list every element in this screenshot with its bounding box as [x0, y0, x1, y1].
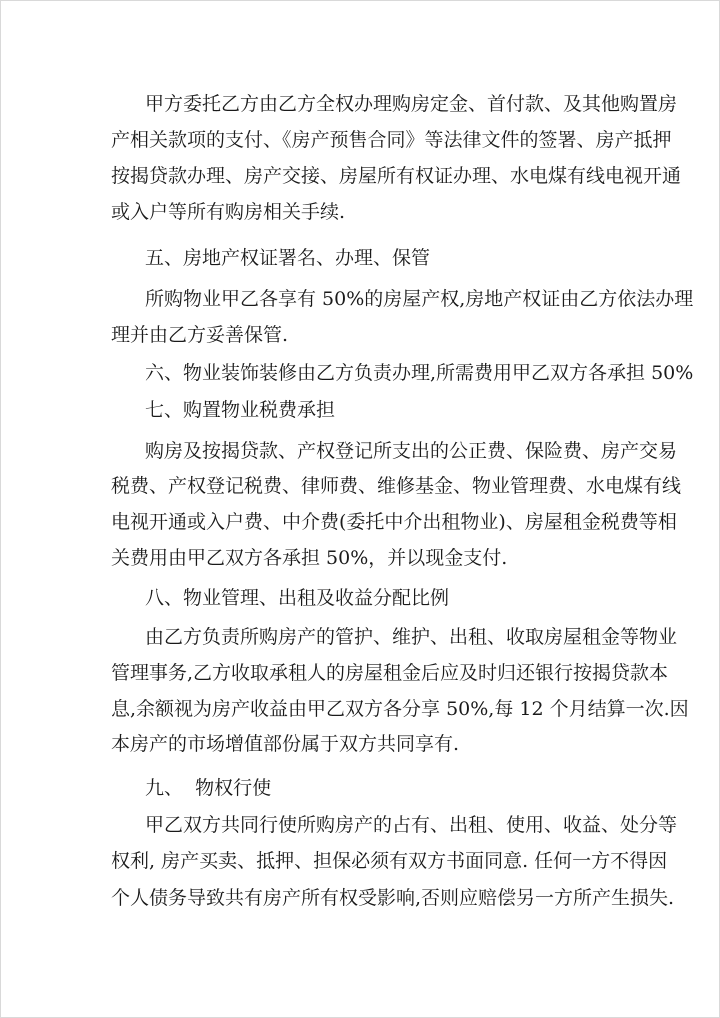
paragraph-line: 由乙方负责所购房产的管护、维护、出租、收取房屋租金等物业 — [145, 626, 678, 648]
paragraph-line: 理并由乙方妥善保管. — [111, 324, 289, 346]
paragraph-line: 所购物业甲乙各享有 50%的房屋产权,房地产权证由乙方依法办理 — [145, 288, 694, 310]
paragraph-line: 息,余额视为房产收益由甲乙双方各分享 50%,每 12 个月结算一次.因 — [111, 698, 689, 720]
paragraph-line: 税费、产权登记税费、律师费、维修基金、物业管理费、水电煤有线 — [111, 475, 682, 497]
section-heading-9: 九、 物权行使 — [145, 777, 272, 799]
paragraph-line: 权利, 房产买卖、抵押、担保必须有双方书面同意. 任何一方不得因 — [111, 850, 668, 872]
paragraph-line: 关费用由甲乙双方各承担 50%，并以现金支付. — [111, 547, 508, 569]
paragraph-line: 管理事务,乙方收取承租人的房屋租金后应及时归还银行按揭贷款本 — [111, 662, 669, 684]
paragraph-line: 本房产的市场增值部份属于双方共同享有. — [111, 733, 460, 755]
paragraph-line: 产相关款项的支付、《房产预售合同》等法律文件的签署、房产抵押 — [111, 129, 672, 151]
paragraph-line: 甲乙双方共同行使所购房产的占有、出租、使用、收益、处分等 — [145, 814, 678, 836]
section-heading-8: 八、物业管理、出租及收益分配比例 — [145, 587, 450, 609]
paragraph-line: 电视开通或入户费、中介费(委托中介出租物业)、房屋租金税费等相 — [111, 511, 677, 533]
paragraph-line: 甲方委托乙方由乙方全权办理购房定金、首付款、及其他购置房 — [145, 93, 678, 115]
paragraph-line: 按揭贷款办理、房产交接、房屋所有权证办理、水电煤有线电视开通 — [111, 165, 682, 187]
paragraph-line: 或入户等所有购房相关手续. — [111, 201, 346, 223]
section-heading-6: 六、物业装饰装修由乙方负责办理,所需费用甲乙双方各承担 50% — [145, 362, 694, 384]
section-heading-5: 五、房地产权证署名、办理、保管 — [145, 247, 431, 269]
paragraph-line: 个人债务导致共有房产所有权受影响,否则应赔偿另一方所产生损失. — [111, 887, 675, 909]
section-heading-7: 七、购置物业税费承担 — [145, 399, 336, 421]
paragraph-line: 购房及按揭贷款、产权登记所支出的公正费、保险费、房产交易 — [145, 440, 678, 462]
